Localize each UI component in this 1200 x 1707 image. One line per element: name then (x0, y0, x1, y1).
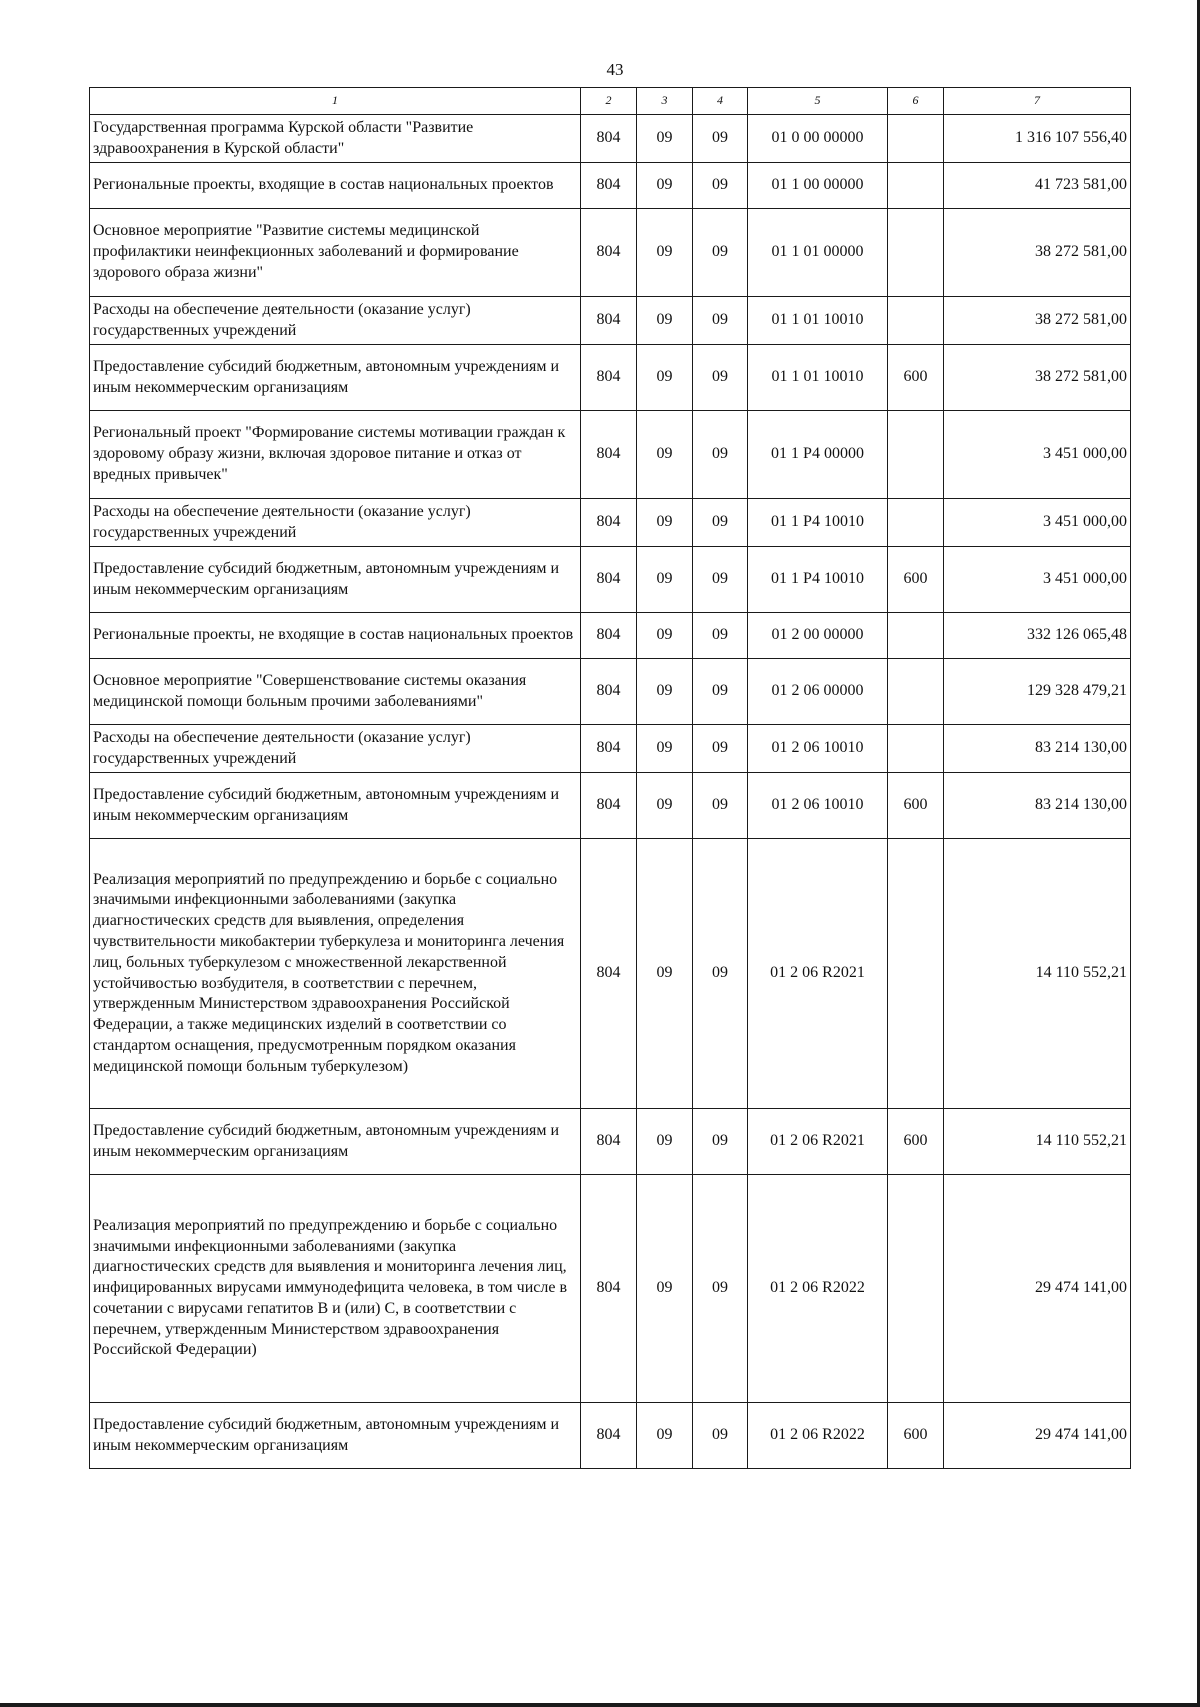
cell-grbs: 804 (581, 1403, 637, 1469)
table-row (90, 163, 1131, 209)
cell-subsection: 09 (693, 209, 748, 297)
cell-target-article: 01 1 00 00000 (748, 163, 888, 209)
cell-grbs: 804 (581, 345, 637, 411)
cell-subsection: 09 (693, 499, 748, 547)
cell-expense-type (888, 163, 944, 209)
cell-amount: 3 451 000,00 (944, 547, 1131, 613)
cell-expense-type: 600 (888, 345, 944, 411)
cell-grbs: 804 (581, 411, 637, 499)
cell-name: Основное мероприятие "Развитие системы медицинской профилактики неинфекционных заболеваний и формирование здорового образа жизни" (90, 209, 581, 297)
cell-target-article: 01 1 P4 00000 (748, 411, 888, 499)
cell-section: 09 (637, 773, 693, 839)
cell-section: 09 (637, 839, 693, 1109)
cell-amount: 38 272 581,00 (944, 297, 1131, 345)
cell-name: Предоставление субсидий бюджетным, автономным учреждениям и иным некоммерческим организациям (90, 345, 581, 411)
header-col-6: 6 (888, 88, 944, 115)
header-col-2: 2 (581, 88, 637, 115)
cell-subsection: 09 (693, 547, 748, 613)
cell-name: Государственная программа Курской области "Развитие здравоохранения в Курской области" (90, 115, 581, 163)
cell-expense-type (888, 115, 944, 163)
table-row (90, 499, 1131, 547)
cell-grbs: 804 (581, 115, 637, 163)
cell-name: Предоставление субсидий бюджетным, автономным учреждениям и иным некоммерческим организациям (90, 773, 581, 839)
cell-target-article: 01 2 06 R2021 (748, 1109, 888, 1175)
cell-name: Региональные проекты, не входящие в состав национальных проектов (90, 613, 581, 659)
table-row (90, 773, 1131, 839)
cell-target-article: 01 1 01 00000 (748, 209, 888, 297)
cell-expense-type (888, 659, 944, 725)
table-row (90, 209, 1131, 297)
cell-section: 09 (637, 499, 693, 547)
cell-amount: 3 451 000,00 (944, 499, 1131, 547)
table-row (90, 1109, 1131, 1175)
cell-amount: 83 214 130,00 (944, 773, 1131, 839)
header-col-7: 7 (944, 88, 1131, 115)
table-row (90, 613, 1131, 659)
cell-grbs: 804 (581, 613, 637, 659)
cell-grbs: 804 (581, 725, 637, 773)
cell-subsection: 09 (693, 411, 748, 499)
cell-grbs: 804 (581, 163, 637, 209)
cell-section: 09 (637, 209, 693, 297)
cell-section: 09 (637, 163, 693, 209)
cell-grbs: 804 (581, 773, 637, 839)
table-row (90, 547, 1131, 613)
cell-target-article: 01 2 06 R2022 (748, 1175, 888, 1403)
cell-subsection: 09 (693, 1109, 748, 1175)
cell-expense-type: 600 (888, 1109, 944, 1175)
cell-subsection: 09 (693, 773, 748, 839)
cell-section: 09 (637, 613, 693, 659)
cell-expense-type (888, 613, 944, 659)
cell-section: 09 (637, 1175, 693, 1403)
cell-target-article: 01 2 06 R2022 (748, 1403, 888, 1469)
cell-expense-type (888, 297, 944, 345)
cell-amount: 29 474 141,00 (944, 1175, 1131, 1403)
cell-name: Региональные проекты, входящие в состав национальных проектов (90, 163, 581, 209)
cell-target-article: 01 2 06 00000 (748, 659, 888, 725)
cell-grbs: 804 (581, 1175, 637, 1403)
cell-target-article: 01 1 P4 10010 (748, 547, 888, 613)
cell-name: Расходы на обеспечение деятельности (оказание услуг) государственных учреждений (90, 297, 581, 345)
cell-name: Реализация мероприятий по предупреждению и борьбе с социально значимыми инфекционными заболеваниями (закупка диагностических средств для выявления, определения чувствительности микобактерии туберкулеза и мониторинга лечения лиц, больных туберкулезом с множественной лекарственной устойчивостью возбудителя, в соответствии с перечнем, утвержденным Министерством здравоохранения Российской Федерации, а также медицинских изделий в соответствии со стандартом оснащения, предусмотренным порядком оказания медицинской помощи больным туберкулезом) (90, 839, 581, 1109)
cell-expense-type: 600 (888, 547, 944, 613)
cell-target-article: 01 2 06 10010 (748, 773, 888, 839)
header-col-3: 3 (637, 88, 693, 115)
cell-name: Предоставление субсидий бюджетным, автономным учреждениям и иным некоммерческим организациям (90, 1403, 581, 1469)
table-row (90, 1175, 1131, 1403)
cell-subsection: 09 (693, 725, 748, 773)
page-number: 43 (606, 60, 624, 79)
cell-amount: 14 110 552,21 (944, 1109, 1131, 1175)
table-row (90, 839, 1131, 1109)
cell-expense-type (888, 1175, 944, 1403)
cell-grbs: 804 (581, 297, 637, 345)
cell-name: Предоставление субсидий бюджетным, автономным учреждениям и иным некоммерческим организациям (90, 547, 581, 613)
cell-target-article: 01 1 P4 10010 (748, 499, 888, 547)
cell-expense-type (888, 209, 944, 297)
cell-section: 09 (637, 297, 693, 345)
cell-subsection: 09 (693, 1403, 748, 1469)
cell-amount: 332 126 065,48 (944, 613, 1131, 659)
cell-section: 09 (637, 345, 693, 411)
cell-grbs: 804 (581, 839, 637, 1109)
table-row (90, 297, 1131, 345)
cell-amount: 38 272 581,00 (944, 345, 1131, 411)
cell-target-article: 01 2 00 00000 (748, 613, 888, 659)
cell-grbs: 804 (581, 659, 637, 725)
table-row (90, 115, 1131, 163)
cell-amount: 29 474 141,00 (944, 1403, 1131, 1469)
cell-section: 09 (637, 115, 693, 163)
cell-expense-type (888, 499, 944, 547)
header-row (90, 88, 1131, 115)
cell-grbs: 804 (581, 499, 637, 547)
cell-name: Предоставление субсидий бюджетным, автономным учреждениям и иным некоммерческим организациям (90, 1109, 581, 1175)
cell-grbs: 804 (581, 209, 637, 297)
cell-amount: 1 316 107 556,40 (944, 115, 1131, 163)
cell-subsection: 09 (693, 345, 748, 411)
cell-expense-type: 600 (888, 1403, 944, 1469)
cell-subsection: 09 (693, 115, 748, 163)
header-col-1: 1 (90, 88, 581, 115)
cell-subsection: 09 (693, 613, 748, 659)
cell-expense-type (888, 725, 944, 773)
cell-grbs: 804 (581, 1109, 637, 1175)
cell-section: 09 (637, 659, 693, 725)
table-row (90, 411, 1131, 499)
cell-expense-type (888, 839, 944, 1109)
cell-target-article: 01 2 06 10010 (748, 725, 888, 773)
cell-subsection: 09 (693, 839, 748, 1109)
cell-subsection: 09 (693, 1175, 748, 1403)
cell-name: Региональный проект "Формирование системы мотивации граждан к здоровому образу жизни, включая здоровое питание и отказ от вредных привычек" (90, 411, 581, 499)
cell-name: Реализация мероприятий по предупреждению и борьбе с социально значимыми инфекционными заболеваниями (закупка диагностических средств для выявления и мониторинга лечения лиц, инфицированных вирусами иммунодефицита человека, в том числе в сочетании с вирусами гепатитов B и (или) C, в соответствии с перечнем, утвержденным Министерством здравоохранения Российской Федерации) (90, 1175, 581, 1403)
cell-section: 09 (637, 1403, 693, 1469)
cell-amount: 14 110 552,21 (944, 839, 1131, 1109)
budget-table (89, 87, 1131, 1469)
cell-section: 09 (637, 411, 693, 499)
cell-target-article: 01 1 01 10010 (748, 345, 888, 411)
cell-section: 09 (637, 1109, 693, 1175)
cell-name: Основное мероприятие "Совершенствование системы оказания медицинской помощи больным прочими заболеваниями" (90, 659, 581, 725)
cell-grbs: 804 (581, 547, 637, 613)
cell-subsection: 09 (693, 163, 748, 209)
cell-target-article: 01 0 00 00000 (748, 115, 888, 163)
cell-amount: 129 328 479,21 (944, 659, 1131, 725)
cell-name: Расходы на обеспечение деятельности (оказание услуг) государственных учреждений (90, 499, 581, 547)
cell-section: 09 (637, 547, 693, 613)
cell-amount: 38 272 581,00 (944, 209, 1131, 297)
table-row (90, 659, 1131, 725)
table-row (90, 725, 1131, 773)
cell-name: Расходы на обеспечение деятельности (оказание услуг) государственных учреждений (90, 725, 581, 773)
cell-expense-type: 600 (888, 773, 944, 839)
header-col-4: 4 (693, 88, 748, 115)
cell-amount: 3 451 000,00 (944, 411, 1131, 499)
cell-subsection: 09 (693, 659, 748, 725)
cell-target-article: 01 2 06 R2021 (748, 839, 888, 1109)
cell-section: 09 (637, 725, 693, 773)
table-row (90, 1403, 1131, 1469)
cell-expense-type (888, 411, 944, 499)
table-row (90, 345, 1131, 411)
cell-subsection: 09 (693, 297, 748, 345)
cell-target-article: 01 1 01 10010 (748, 297, 888, 345)
header-col-5: 5 (748, 88, 888, 115)
cell-amount: 83 214 130,00 (944, 725, 1131, 773)
cell-amount: 41 723 581,00 (944, 163, 1131, 209)
